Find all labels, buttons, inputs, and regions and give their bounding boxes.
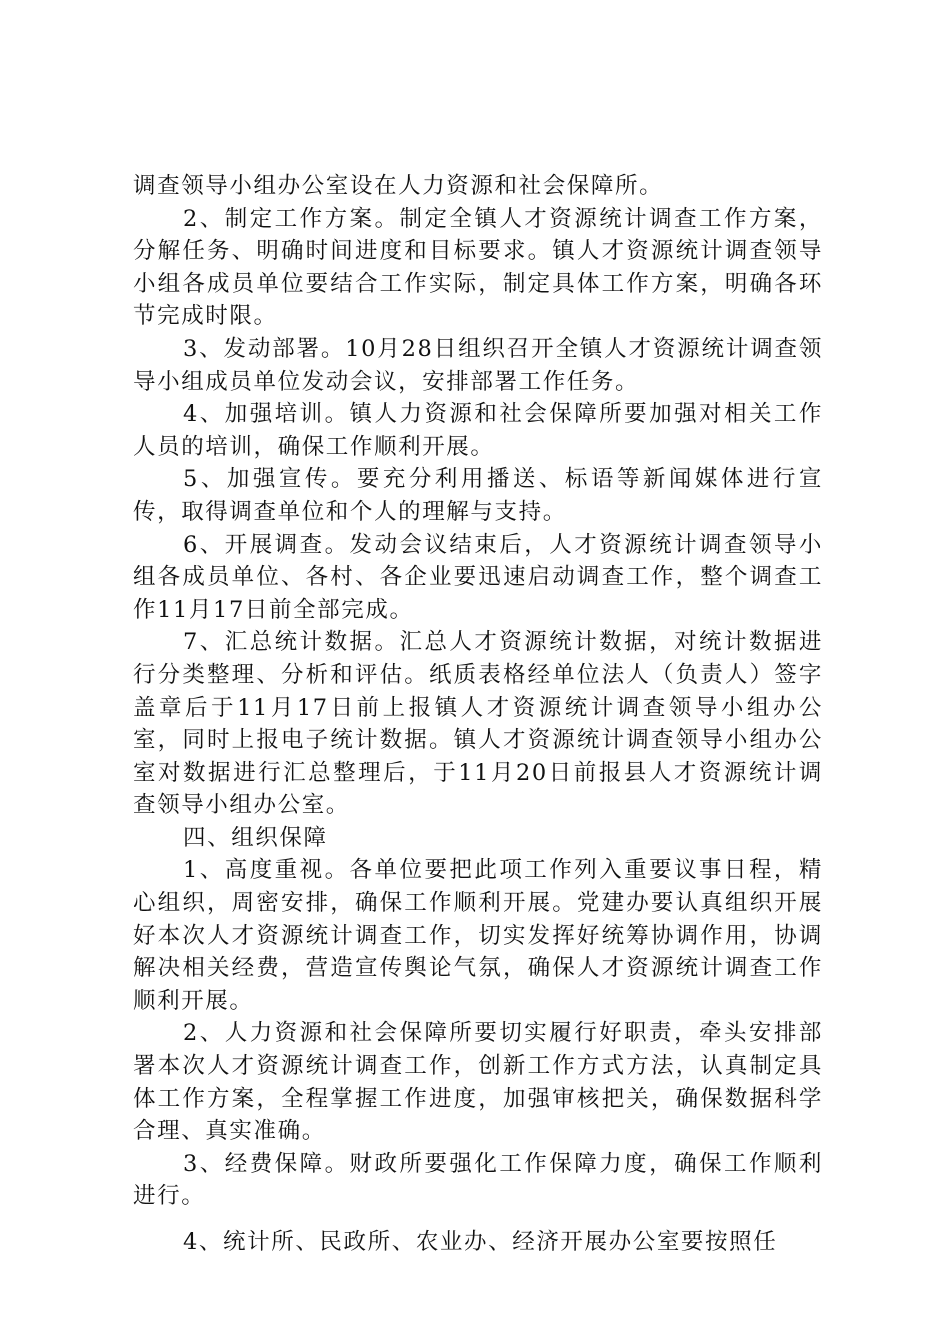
- paragraph-survey: 6、开展调查。发动会议结束后，人才资源统计调查领导小组各成员单位、各村、各企业要迅速启动调查工作，整个调查工作11月17日前全部完成。: [133, 531, 823, 623]
- paragraph-statistics: 7、汇总统计数据。汇总人才资源统计数据，对统计数据进行分类整理、分析和评估。纸质表格经单位法人（负责人）签字盖章后于11月17日前上报镇人才资源统计调查领导小组办公室，同时上报电子统计数据。镇人才资源统计调查领导小组办公室对数据进行汇总整理后，于11月20日前报县人才资源统计调查领导小组办公室。: [133, 629, 823, 819]
- paragraph-departments: 4、统计所、民政所、农业办、经济开展办公室要按照任: [183, 1229, 778, 1255]
- document-body: [133, 170, 823, 1259]
- paragraph-work-plan: 2、制定工作方案。制定全镇人才资源统计调查工作方案，分解任务、明确时间进度和目标要求。镇人才资源统计调查领导小组各成员单位要结合工作实际，制定具体工作方案，明确各环节完成时限。: [133, 205, 823, 330]
- paragraph-training: 4、加强培训。镇人力资源和社会保障所要加强对相关工作人员的培训，确保工作顺利开展。: [133, 401, 823, 460]
- paragraph-attention: 1、高度重视。各单位要把此项工作列入重要议事日程，精心组织，周密安排，确保工作顺利开展。党建办要认真组织开展好本次人才资源统计调查工作，切实发挥好统筹协调作用，协调解决相关经费，营造宣传舆论气氛，确保人才资源统计调查工作顺利开展。: [133, 857, 823, 1014]
- paragraph-funding: 3、经费保障。财政所要强化工作保障力度，确保工作顺利进行。: [133, 1150, 823, 1210]
- paragraph-responsibility: 2、人力资源和社会保障所要切实履行好职责，牵头安排部署本次人才资源统计调查工作，创新工作方式方法，认真制定具体工作方案，全程掌握工作进度，加强审核把关，确保数据科学合理、真实准确。: [133, 1020, 823, 1145]
- paragraph-continuation: 调查领导小组办公室设在人力资源和社会保障所。: [133, 173, 664, 199]
- section-heading-organization: 四、组织保障: [183, 824, 328, 851]
- paragraph-publicity: 5、加强宣传。要充分利用播送、标语等新闻媒体进行宣传，取得调查单位和个人的理解与支持。: [133, 466, 823, 525]
- paragraph-deployment: 3、发动部署。10月28日组织召开全镇人才资源统计调查领导小组成员单位发动会议，安排部署工作任务。: [133, 335, 823, 395]
